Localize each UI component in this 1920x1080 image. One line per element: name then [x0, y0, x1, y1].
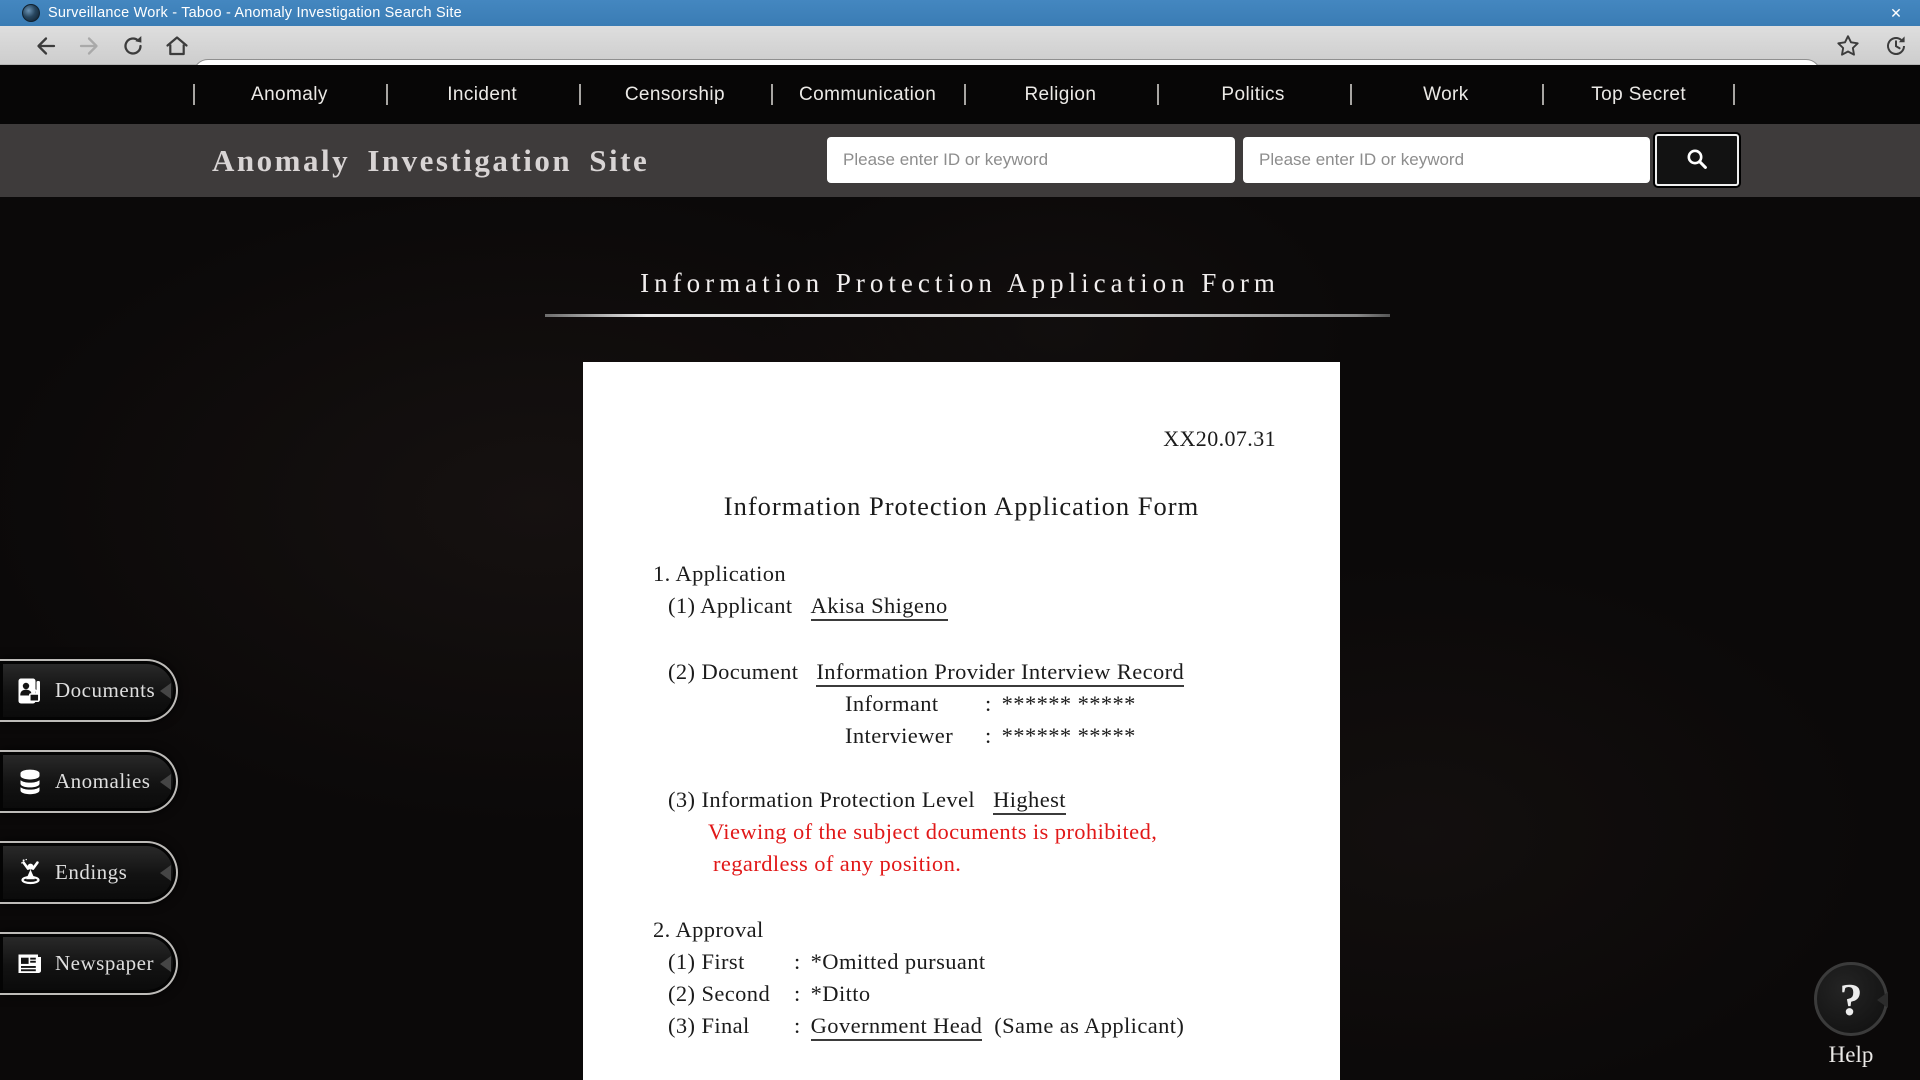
- applicant-label: (1) Applicant: [668, 593, 793, 618]
- refresh-icon: [120, 33, 146, 59]
- document-line: [668, 656, 1276, 688]
- protection-value: Highest: [993, 787, 1066, 815]
- help-label: Help: [1828, 1042, 1874, 1067]
- nav-item-incident[interactable]: Incident: [386, 65, 579, 124]
- page-title: Information Protection Application Form: [640, 268, 1280, 298]
- search-input-1[interactable]: [827, 137, 1235, 183]
- nav-item-work[interactable]: Work: [1350, 65, 1543, 124]
- warning-line-1: Viewing of the subject documents is prohibited,: [708, 819, 1158, 844]
- document-value: Information Provider Interview Record: [816, 659, 1184, 687]
- site-header: [0, 124, 1920, 197]
- sidebar-item-documents[interactable]: [0, 659, 178, 722]
- nav-item-politics[interactable]: Politics: [1157, 65, 1350, 124]
- history-button[interactable]: [1882, 32, 1910, 60]
- approval-final-line: [668, 1010, 1276, 1042]
- protection-label: (3) Information Protection Level: [668, 787, 976, 812]
- help-button[interactable]: [1814, 962, 1888, 1036]
- sidebar-item-label: Documents: [55, 678, 156, 702]
- search-input-2[interactable]: [1243, 137, 1650, 183]
- back-button[interactable]: [31, 32, 59, 60]
- cheering-person-icon: [15, 858, 45, 888]
- search-button[interactable]: [1655, 134, 1739, 186]
- document-date: XX20.07.31: [1163, 426, 1276, 451]
- back-arrow-icon: [32, 33, 58, 59]
- refresh-button[interactable]: [119, 32, 147, 60]
- approval-final-note: (Same as Applicant): [994, 1013, 1185, 1038]
- interviewer-label: Interviewer: [845, 723, 954, 748]
- bookmark-star-button[interactable]: [1834, 32, 1862, 60]
- document-title: Information Protection Application Form: [723, 491, 1200, 521]
- colon: :: [794, 981, 801, 1006]
- interviewer-value: ****** *****: [1001, 723, 1136, 748]
- colon: :: [794, 1013, 801, 1038]
- approval-first-line: [668, 946, 1276, 978]
- home-icon: [164, 33, 190, 59]
- approval-second-line: [668, 978, 1276, 1010]
- home-button[interactable]: [163, 32, 191, 60]
- approval-first-value: *Omitted pursuant: [810, 949, 986, 974]
- category-nav: [0, 65, 1920, 124]
- main-content: [0, 197, 1920, 1080]
- sidebar-item-newspaper[interactable]: [0, 932, 178, 995]
- applicant-line: [668, 590, 1276, 622]
- nav-item-top-secret[interactable]: Top Secret: [1542, 65, 1735, 124]
- title-divider: [545, 314, 1390, 317]
- category-nav-list: [193, 65, 1735, 124]
- question-mark-icon: ?: [1839, 973, 1863, 1025]
- window-title: Surveillance Work - Taboo - Anomaly Investigation Search Site: [48, 5, 462, 21]
- star-icon: [1835, 33, 1861, 59]
- colon: :: [985, 691, 992, 716]
- approval-second-value: *Ditto: [810, 981, 871, 1006]
- approval-final-value: Government Head: [811, 1013, 983, 1041]
- warning-line-2: regardless of any position.: [713, 851, 962, 876]
- application-section-heading: 1. Application: [653, 561, 787, 586]
- approval-section-heading: 2. Approval: [653, 917, 764, 942]
- history-clock-icon: [1883, 33, 1909, 59]
- protection-level-line: [668, 784, 1276, 816]
- application-form-document: [583, 362, 1340, 1080]
- document-label: (2) Document: [668, 659, 799, 684]
- forward-button[interactable]: [76, 32, 104, 60]
- sidebar-item-label: Newspaper: [55, 951, 154, 975]
- sidebar-item-label: Anomalies: [55, 769, 151, 793]
- id-card-lock-icon: [15, 676, 45, 706]
- nav-item-communication[interactable]: Communication: [771, 65, 964, 124]
- site-title: Anomaly Investigation Site: [212, 143, 650, 178]
- approval-first-label: (1) First: [668, 949, 745, 974]
- sidebar-item-anomalies[interactable]: [0, 750, 178, 813]
- colon: :: [794, 949, 801, 974]
- browser-titlebar: [0, 0, 1920, 26]
- window-close-button[interactable]: ✕: [1884, 0, 1908, 26]
- nav-item-censorship[interactable]: Censorship: [579, 65, 772, 124]
- nav-item-anomaly[interactable]: Anomaly: [193, 65, 386, 124]
- approval-final-label: (3) Final: [668, 1013, 750, 1038]
- informant-label: Informant: [845, 691, 939, 716]
- sidebar-item-endings[interactable]: [0, 841, 178, 904]
- colon: :: [985, 723, 992, 748]
- forward-arrow-icon: [77, 33, 103, 59]
- database-icon: [15, 767, 45, 797]
- newspaper-icon: [15, 949, 45, 979]
- nav-item-religion[interactable]: Religion: [964, 65, 1157, 124]
- search-icon: [1682, 144, 1712, 177]
- browser-toolbar: [0, 26, 1920, 65]
- interviewer-line: [845, 720, 1276, 752]
- approval-second-label: (2) Second: [668, 981, 771, 1006]
- applicant-value: Akisa Shigeno: [811, 593, 948, 621]
- app-favicon-icon: [22, 4, 40, 22]
- informant-line: [845, 688, 1276, 720]
- sidebar-item-label: Endings: [55, 860, 128, 884]
- informant-value: ****** *****: [1001, 691, 1136, 716]
